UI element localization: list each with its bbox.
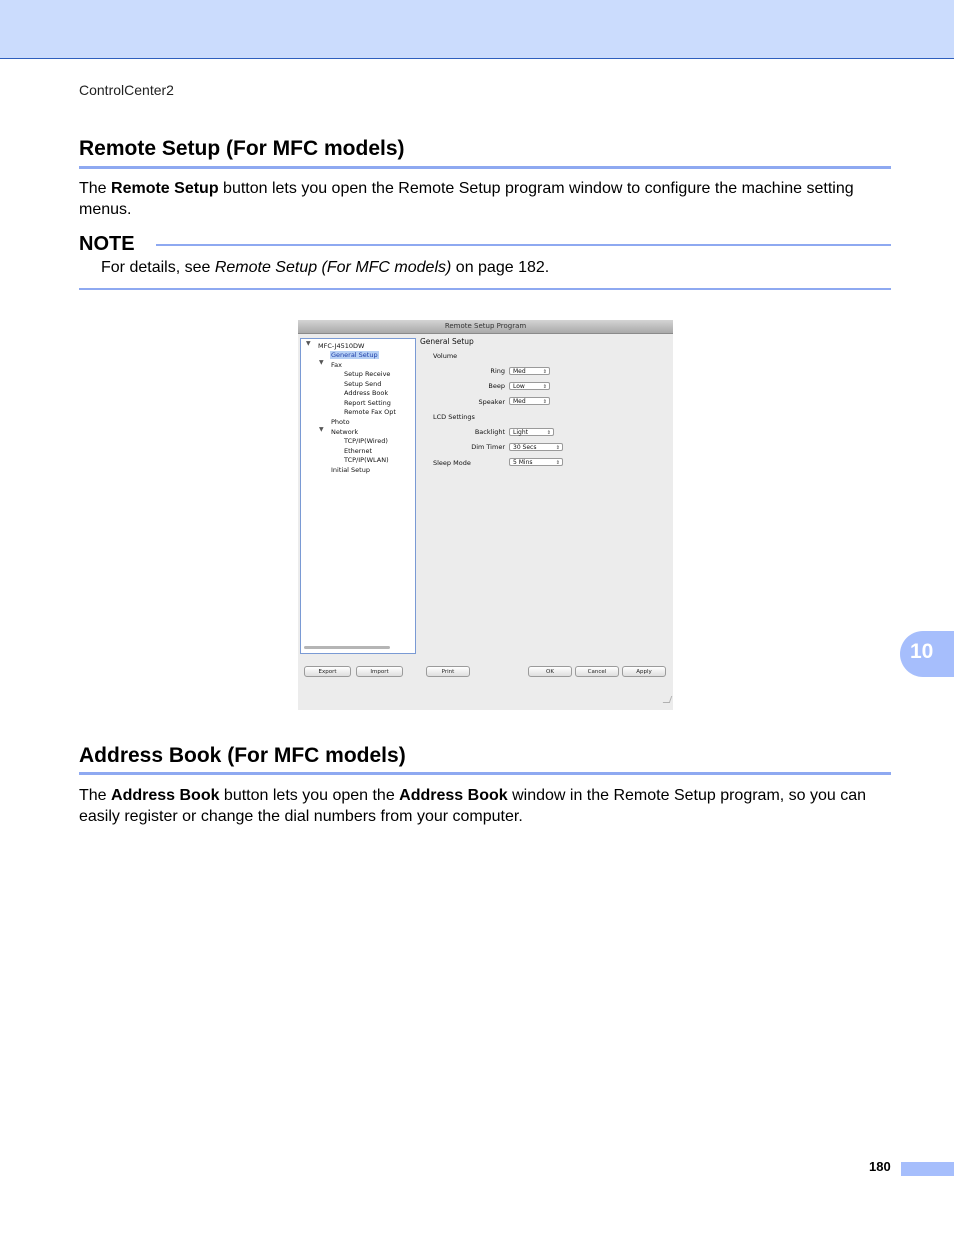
select-value: Low <box>513 383 525 390</box>
note-bottom-rule <box>79 288 891 290</box>
note-text <box>101 259 549 277</box>
volume-label: Volume <box>433 352 458 360</box>
page-number: 180 <box>869 1159 891 1174</box>
text-run: button lets you open the <box>219 787 400 804</box>
text-run: The <box>79 787 112 804</box>
beep-label: Beep <box>488 382 505 390</box>
bold-term: Address Book <box>399 787 508 804</box>
speaker-label: Speaker <box>478 398 505 406</box>
sleep-mode-select[interactable] <box>509 458 563 466</box>
tree-item-root[interactable]: MFC-J4510DW <box>318 342 365 350</box>
sleep-mode-label: Sleep Mode <box>433 459 471 467</box>
backlight-select[interactable] <box>509 428 554 436</box>
disclosure-triangle-icon[interactable]: ▼ <box>306 340 311 347</box>
tree-item-address-book[interactable]: Address Book <box>344 389 389 397</box>
text-run: on page 182. <box>451 259 550 276</box>
address-book-paragraph <box>79 786 894 827</box>
horizontal-scrollbar[interactable] <box>304 646 390 649</box>
cancel-button[interactable]: Cancel <box>575 666 619 677</box>
export-button[interactable]: Export <box>304 666 351 677</box>
running-head: ControlCenter2 <box>79 82 174 98</box>
section-title-remote-setup: Remote Setup (For MFC models) <box>79 137 405 160</box>
tree-item-tcpip-wlan[interactable]: TCP/IP(WLAN) <box>344 456 389 464</box>
chapter-number: 10 <box>910 640 934 663</box>
text-run: The <box>79 180 112 197</box>
panel-title: General Setup <box>420 337 474 346</box>
remote-setup-window-screenshot <box>298 320 673 710</box>
ring-label: Ring <box>490 367 505 375</box>
lcd-settings-label: LCD Settings <box>433 413 475 421</box>
page-number-bar <box>901 1162 954 1176</box>
resize-grip-icon[interactable] <box>663 696 673 703</box>
tree-item-tcpip-wired[interactable]: TCP/IP(Wired) <box>344 437 388 445</box>
select-value: 5 Mins <box>513 459 533 466</box>
tree-item-report-setting[interactable]: Report Setting <box>344 399 391 407</box>
select-value: Light <box>513 429 528 436</box>
text-run: window in the Remote Setup program, so you can easily register or change the dial numbers from your computer. <box>79 787 867 825</box>
window-title: Remote Setup Program <box>298 320 673 334</box>
tree-item-photo[interactable]: Photo <box>331 418 350 426</box>
chevron-updown-icon: ⇕ <box>542 384 547 390</box>
dim-timer-label: Dim Timer <box>471 443 505 451</box>
select-value: 30 Secs <box>513 444 537 451</box>
ok-button[interactable]: OK <box>528 666 572 677</box>
note-rule <box>156 244 891 246</box>
tree-item-fax[interactable]: Fax <box>331 361 342 369</box>
chapter-tab <box>900 631 954 677</box>
import-button[interactable]: Import <box>356 666 403 677</box>
chevron-updown-icon: ⇕ <box>555 460 560 466</box>
select-value: Med <box>513 398 526 405</box>
section-title-address-book: Address Book (For MFC models) <box>79 744 406 767</box>
select-value: Med <box>513 368 526 375</box>
dim-timer-select[interactable] <box>509 443 563 451</box>
ring-select[interactable] <box>509 367 550 375</box>
text-run: For details, see <box>101 259 215 276</box>
bold-term: Address Book <box>111 787 220 804</box>
chevron-updown-icon: ⇕ <box>555 445 560 451</box>
tree-item-general-setup[interactable]: General Setup <box>331 351 378 359</box>
section-rule <box>79 166 891 169</box>
tree-item-network[interactable]: Network <box>331 428 359 436</box>
chevron-updown-icon: ⇕ <box>542 369 547 375</box>
beep-select[interactable] <box>509 382 550 390</box>
disclosure-triangle-icon[interactable]: ▼ <box>319 359 324 366</box>
chevron-updown-icon: ⇕ <box>546 430 551 436</box>
chevron-updown-icon: ⇕ <box>542 399 547 405</box>
section-rule <box>79 772 891 775</box>
apply-button[interactable]: Apply <box>622 666 666 677</box>
settings-tree[interactable] <box>300 338 416 654</box>
tree-item-ethernet[interactable]: Ethernet <box>344 447 372 455</box>
tree-item-initial-setup[interactable]: Initial Setup <box>331 466 370 474</box>
bold-term: Remote Setup <box>111 180 219 197</box>
text-run: button lets you open the Remote Setup program window to configure the machine setting menus. <box>79 180 854 218</box>
disclosure-triangle-icon[interactable]: ▼ <box>319 426 324 433</box>
cross-reference-link[interactable]: Remote Setup (For MFC models) <box>214 259 452 276</box>
tree-item-setup-send[interactable]: Setup Send <box>344 380 382 388</box>
note-title: NOTE <box>79 233 135 255</box>
print-button[interactable]: Print <box>426 666 470 677</box>
backlight-label: Backlight <box>474 428 505 436</box>
page-header-band <box>0 0 954 59</box>
tree-item-setup-receive[interactable]: Setup Receive <box>344 370 391 378</box>
speaker-select[interactable] <box>509 397 550 405</box>
tree-item-remote-fax-opt[interactable]: Remote Fax Opt <box>344 408 396 416</box>
remote-setup-paragraph <box>79 179 894 220</box>
